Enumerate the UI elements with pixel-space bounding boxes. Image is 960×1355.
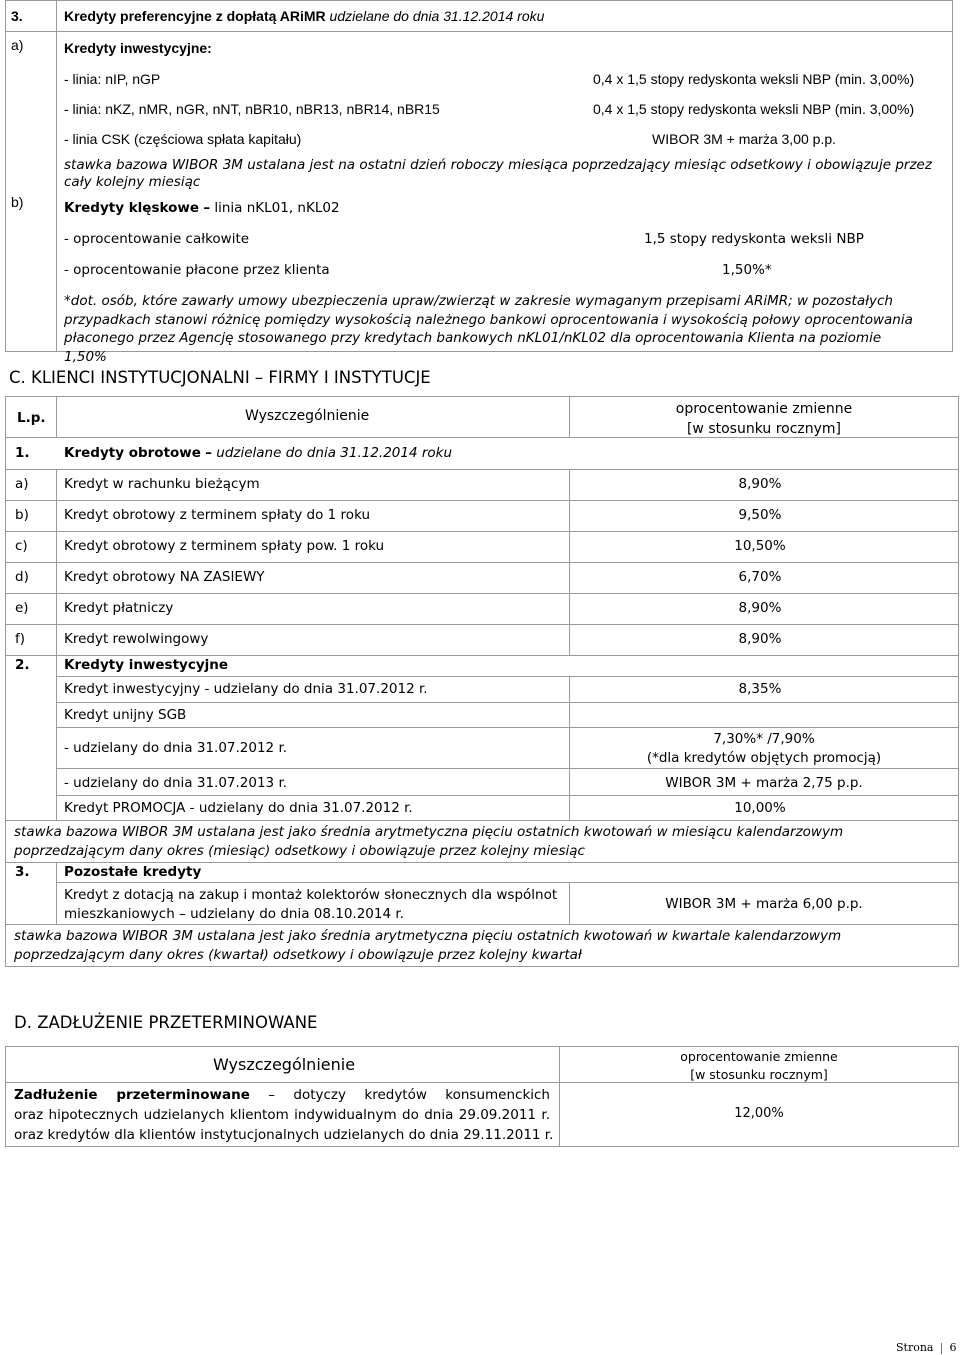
- row-description: - udzielany do dnia 31.07.2012 r.: [64, 740, 288, 756]
- row-rate: 8,35%: [738, 681, 782, 697]
- row-rate: [569, 730, 959, 768]
- overdue-line2: oraz hipotecznych udzielanych klientom indywidualnym do dnia 29.09.2011 r.: [14, 1107, 550, 1123]
- overdue-description: [14, 1085, 554, 1145]
- row-description: Kredyt w rachunku bieżącym: [64, 476, 260, 492]
- row-rate: 9,50%: [738, 507, 782, 523]
- header-rate-line1: oprocentowanie zmienne: [675, 401, 853, 417]
- row-lp: f): [15, 631, 26, 647]
- row-description: [64, 886, 557, 924]
- row-value: 1,5 stopy redyskonta weksli NBP: [644, 231, 864, 247]
- row-lp: a): [15, 476, 29, 492]
- row-description: Kredyt inwestycyjny - udzielany do dnia 31.07.2012 r.: [64, 681, 428, 697]
- subsection-title: Kredyty inwestycyjne:: [64, 40, 212, 56]
- overdue-line1-rest: – dotyczy kredytów konsumenckich: [268, 1087, 550, 1103]
- section-title: [64, 8, 544, 24]
- base-rate-note: stawka bazowa WIBOR 3M ustalana jest jako średnia arytmetyczna pięciu ostatnich kwotowań w miesiącu kalendarzowym poprzedzającym dany okres (miesiąc) odsetkowy i obowiązuje przez kolejny miesiąc: [14, 824, 844, 859]
- page-number: 6: [949, 1341, 957, 1354]
- row-label: - linia: nIP, nGP: [64, 71, 161, 87]
- row-description: Kredyt obrotowy z terminem spłaty pow. 1 roku: [64, 538, 385, 554]
- subsection-title-main: Kredyty klęskowe: [64, 200, 200, 216]
- group-title-main: Kredyty obrotowe: [64, 445, 201, 461]
- row-label: - oprocentowanie całkowite: [64, 231, 250, 247]
- row-value: 1,50%*: [722, 262, 772, 278]
- group-number: 2.: [15, 657, 30, 673]
- row-rate: 8,90%: [738, 631, 782, 647]
- row-description-line1: Kredyt z dotacją na zakup i montaż kolektorów słonecznych dla wspólnot: [64, 887, 558, 903]
- row-description: - udzielany do dnia 31.07.2013 r.: [64, 775, 288, 791]
- row-description: Kredyt PROMOCJA - udzielany do dnia 31.07.2012 r.: [64, 800, 413, 816]
- section-title-main: Kredyty preferencyjne z dopłatą ARiMR: [64, 8, 326, 24]
- header-description: Wyszczególnienie: [213, 1055, 356, 1074]
- row-description: Kredyt unijny SGB: [64, 707, 187, 723]
- header-rate: [559, 1048, 959, 1084]
- row-description-line2: mieszkaniowych – udzielany do dnia 08.10.2014 r.: [64, 906, 404, 922]
- group-title: Kredyty inwestycyjne: [64, 657, 229, 673]
- row-lp: d): [15, 569, 29, 585]
- base-rate-note: stawka bazowa WIBOR 3M ustalana jest na ostatni dzień roboczy miesiąca poprzedzający miesiąc odsetkowy i obowiązuje przez cały kolejny miesiąc: [64, 157, 932, 190]
- row-lp: c): [15, 538, 28, 554]
- row-label: - linia: nKZ, nMR, nGR, nNT, nBR10, nBR13, nBR14, nBR15: [64, 101, 440, 117]
- header-rate: [569, 399, 959, 439]
- overdue-line1: [14, 1085, 550, 1105]
- item-letter: b): [11, 194, 24, 210]
- section-number: 3.: [11, 8, 23, 24]
- group-title: Kredyty obrotowe – udzielane do dnia 31.12.2014 roku: [64, 445, 453, 461]
- row-rate: 8,90%: [738, 476, 782, 492]
- page-label: Strona: [896, 1341, 934, 1354]
- overdue-bold: Zadłużenie przeterminowane: [14, 1087, 250, 1103]
- overdue-rate: 12,00%: [734, 1106, 784, 1121]
- page-footer: [896, 1341, 956, 1354]
- row-lp: b): [15, 507, 29, 523]
- section-heading: C. KLIENCI INSTYTUCJONALNI – FIRMY I INSTYTUCJE: [9, 368, 431, 387]
- row-label: - linia CSK (częściowa spłata kapitału): [64, 131, 302, 147]
- section-heading: D. ZADŁUŻENIE PRZETERMINOWANE: [14, 1013, 318, 1032]
- base-rate-note: stawka bazowa WIBOR 3M ustalana jest jako średnia arytmetyczna pięciu ostatnich kwotowań w kwartale kalendarzowym poprzedzającym dany okres (kwartał) odsetkowy i obowiązuje przez kolejny kwartał: [14, 928, 842, 963]
- header-description: Wyszczególnienie: [245, 408, 370, 424]
- row-lp: e): [15, 600, 29, 616]
- item-letter: a): [11, 37, 24, 53]
- row-value: 0,4 x 1,5 stopy redyskonta weksli NBP (min. 3,00%): [593, 101, 915, 117]
- overdue-line3: oraz kredytów dla klientów instytucjonalnych udzielanych do dnia 29.11.2011 r.: [14, 1127, 554, 1143]
- header-lp: L.p.: [17, 410, 46, 426]
- group-title: Pozostałe kredyty: [64, 864, 202, 880]
- row-description: Kredyt obrotowy NA ZASIEWY: [64, 569, 265, 585]
- row-description: Kredyt obrotowy z terminem spłaty do 1 roku: [64, 507, 371, 523]
- row-value: 0,4 x 1,5 stopy redyskonta weksli NBP (min. 3,00%): [593, 71, 915, 87]
- header-rate-line2: [w stosunku rocznym]: [690, 1067, 828, 1082]
- row-rate: 10,50%: [734, 538, 786, 554]
- rate-line2: (*dla kredytów objętych promocją): [646, 750, 882, 766]
- subsection-title-suffix: linia nKL01, nKL02: [214, 200, 340, 216]
- row-value: WIBOR 3M + marża 3,00 p.p.: [652, 131, 837, 147]
- row-rate: WIBOR 3M + marża 6,00 p.p.: [665, 896, 863, 912]
- row-label: - oprocentowanie płacone przez klienta: [64, 262, 330, 278]
- rate-line1: 7,30%* /7,90%: [713, 731, 815, 747]
- row-rate: WIBOR 3M + marża 2,75 p.p.: [665, 775, 863, 791]
- row-description: Kredyt rewolwingowy: [64, 631, 209, 647]
- row-rate: 10,00%: [734, 800, 786, 816]
- header-rate-line2: [w stosunku rocznym]: [686, 421, 842, 437]
- header-rate-line1: oprocentowanie zmienne: [680, 1049, 838, 1064]
- subsection-title: Kredyty klęskowe – linia nKL01, nKL02: [64, 200, 340, 216]
- group-title-suffix: udzielane do dnia 31.12.2014 roku: [216, 445, 453, 461]
- section-title-suffix: udzielane do dnia 31.12.2014 roku: [329, 8, 545, 24]
- footnote: *dot. osób, które zawarły umowy ubezpieczenia upraw/zwierząt w zakresie wymaganym przepisami ARiMR; w pozostałych przypadkach stanowi różnicę pomiędzy wysokością należnego bankowi oprocentowania i wysokością połowy oprocentowania płaconego przez Agencję stosowanego przy kredytach bankowych nKL01/nKL02 dla oprocentowania Klienta na poziomie 1,50%: [64, 293, 913, 365]
- row-rate: 6,70%: [738, 569, 782, 585]
- row-description: Kredyt płatniczy: [64, 600, 174, 616]
- group-number: 1.: [15, 445, 30, 461]
- row-rate: 8,90%: [738, 600, 782, 616]
- group-number: 3.: [15, 864, 30, 880]
